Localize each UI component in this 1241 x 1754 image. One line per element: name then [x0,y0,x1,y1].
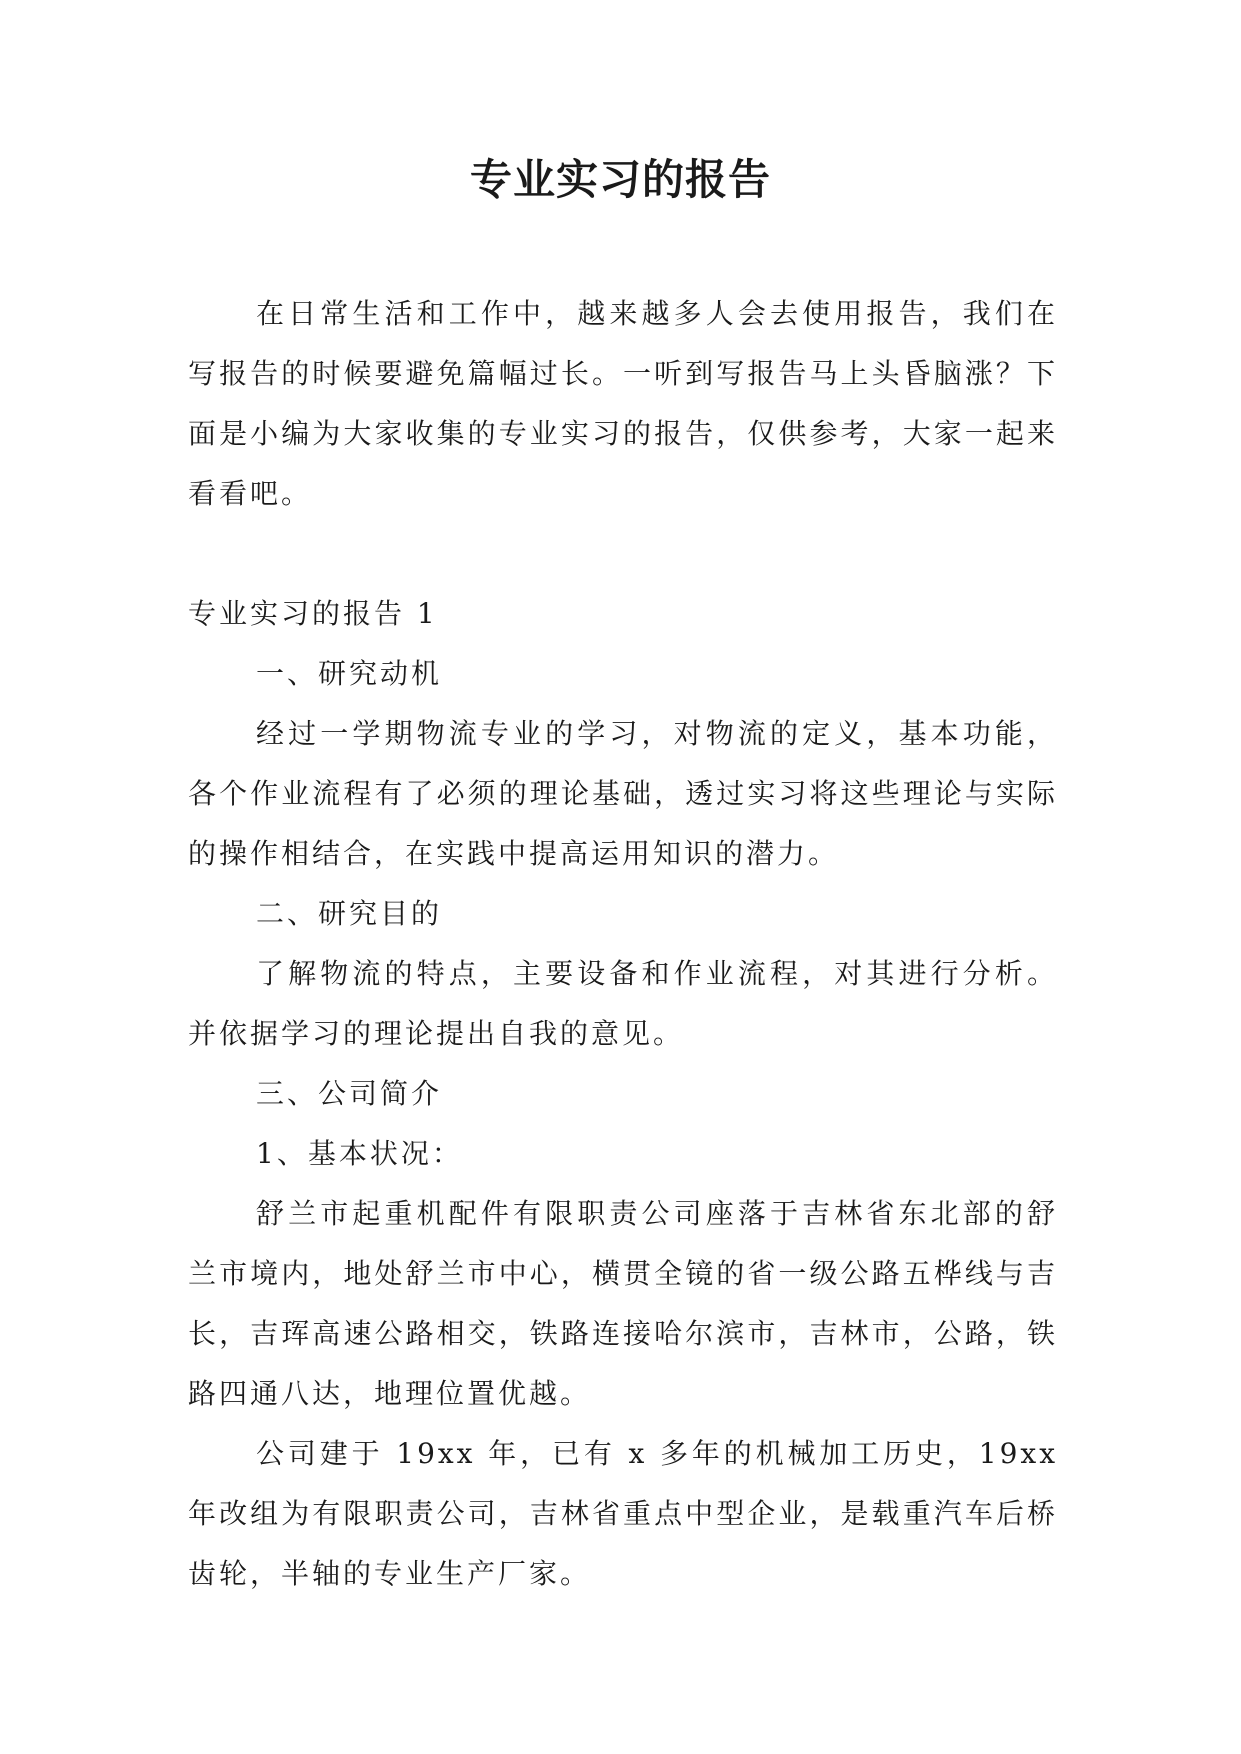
section-title: 专业实习的报告 1 [188,597,438,630]
heading-company-profile: 三、公司简介 [256,1077,443,1110]
heading-basic-situation: 1、基本状况： [256,1137,463,1170]
document-title: 专业实习的报告 [469,155,771,204]
document-body [188,284,1058,1604]
heading-research-purpose: 二、研究目的 [256,897,443,930]
paragraph-research-purpose: 了解物流的特点，主要设备和作业流程，对其进行分析。并依据学习的理论提出自我的意见。 [188,957,1058,1050]
heading-research-motivation: 一、研究动机 [256,657,443,690]
paragraph-research-motivation: 经过一学期物流专业的学习，对物流的定义，基本功能，各个作业流程有了必须的理论基础，透过实习将这些理论与实际的操作相结合，在实践中提高运用知识的潜力。 [188,717,1058,870]
paragraph-company-history: 公司建于 19xx 年，已有 x 多年的机械加工历史，19xx 年改组为有限职责公司，吉林省重点中型企业，是载重汽车后桥齿轮，半轴的专业生产厂家。 [188,1437,1058,1590]
intro-paragraph: 在日常生活和工作中，越来越多人会去使用报告，我们在写报告的时候要避免篇幅过长。一听到写报告马上头昏脑涨？下面是小编为大家收集的专业实习的报告，仅供参考，大家一起来看看吧。 [188,297,1058,510]
paragraph-company-location: 舒兰市起重机配件有限职责公司座落于吉林省东北部的舒兰市境内，地处舒兰市中心，横贯全镜的省一级公路五桦线与吉长，吉珲高速公路相交，铁路连接哈尔滨市，吉林市，公路，铁路四通八达，地理位置优越。 [188,1197,1058,1410]
paragraph-spacer [188,524,1058,584]
